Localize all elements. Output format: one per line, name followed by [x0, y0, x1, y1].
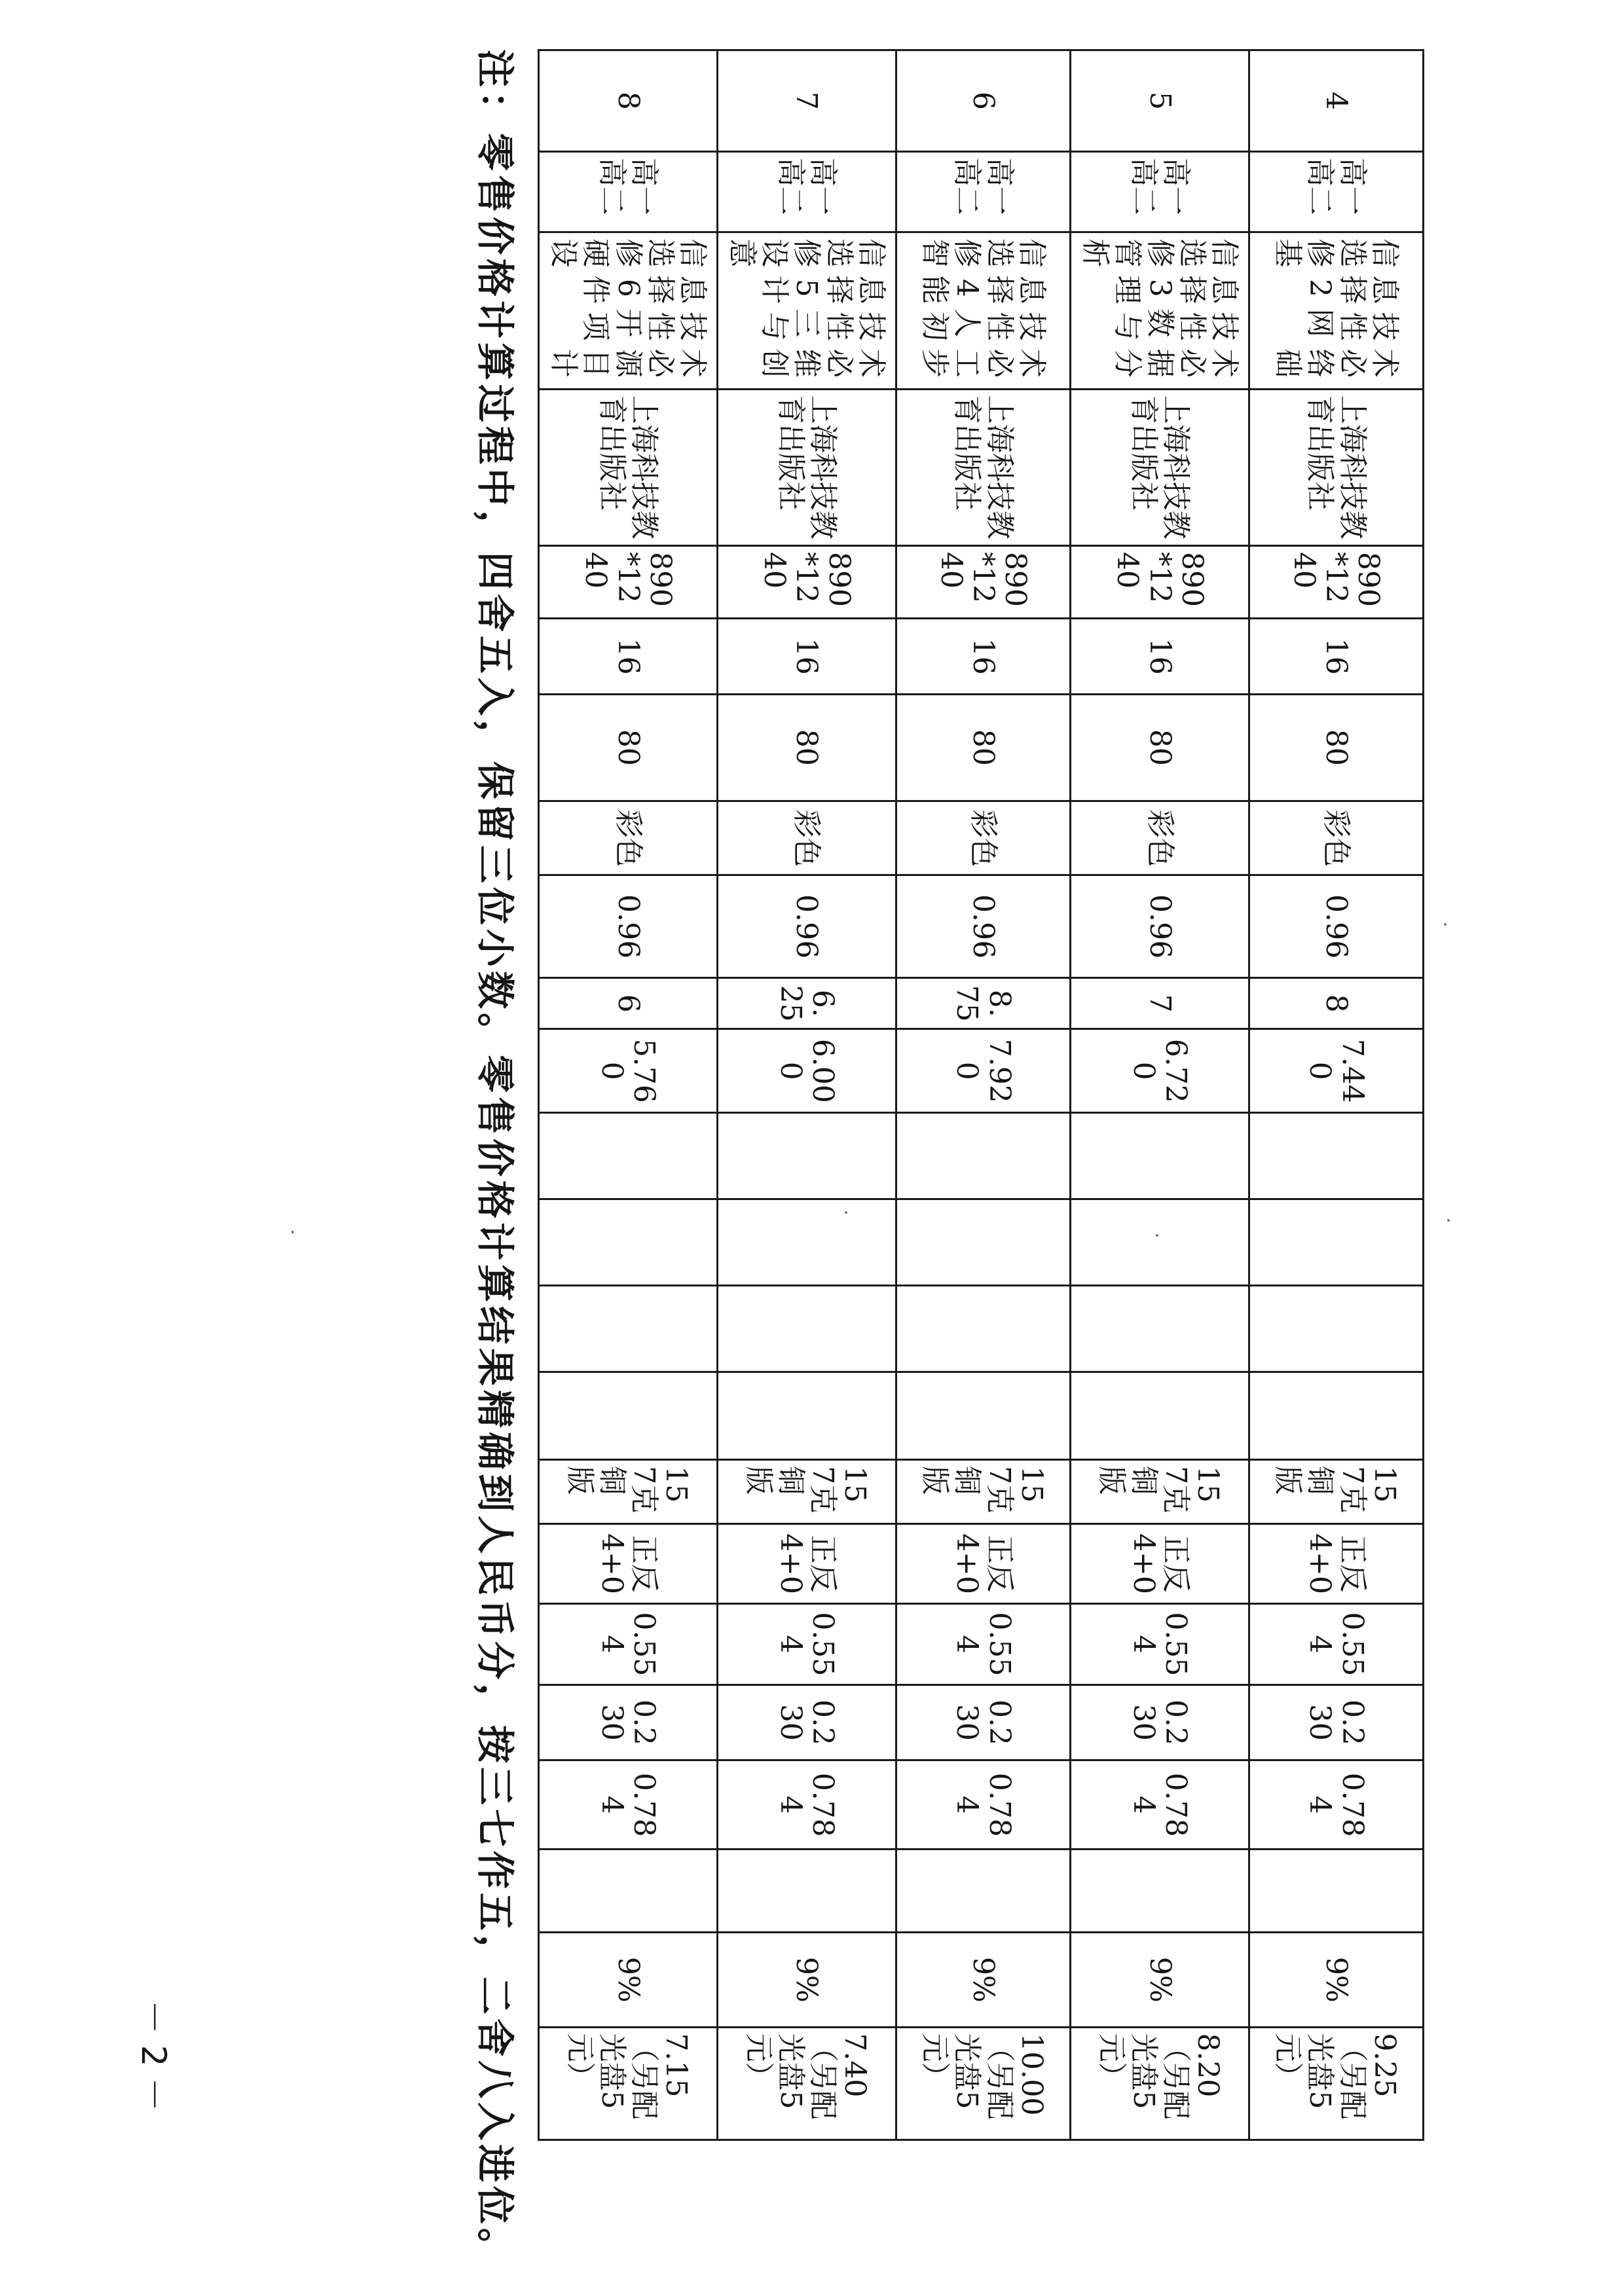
title-cell: 信息技术选择性必修2网络基础	[1249, 232, 1423, 389]
scan-speck	[845, 1211, 847, 1214]
unit-price-cell: 0.96	[896, 875, 1070, 978]
table-row	[1249, 50, 1423, 2140]
binding-cell: 0.230	[717, 1685, 896, 1760]
blank-cell	[717, 1286, 896, 1372]
publisher-cell: 上海科技教育出版社	[1249, 389, 1423, 545]
blank-cell	[896, 1113, 1070, 1199]
binding-cell: 0.230	[539, 1685, 718, 1760]
cover-total-cell: 0.784	[539, 1760, 718, 1850]
format-cell: 890*1240	[717, 545, 896, 618]
title-cell: 信息技术选择性必修6开源硬件项目设计	[539, 232, 718, 389]
table-row	[717, 50, 896, 2140]
binding-cell: 0.230	[1070, 1685, 1249, 1760]
blank-cell	[717, 1199, 896, 1286]
kai-cell: 16	[1070, 619, 1249, 695]
publisher-cell: 上海科技教育出版社	[1070, 389, 1249, 545]
unit-price-cell: 0.96	[717, 875, 896, 978]
seq-cell: 5	[1070, 50, 1249, 152]
color-cell: 彩色	[896, 801, 1070, 875]
blank-cell	[1249, 1199, 1423, 1286]
text-price-cell: 7.920	[896, 1029, 1070, 1113]
pages-cell: 80	[1070, 694, 1249, 801]
cover-print-cell: 正反4+0	[1070, 1524, 1249, 1604]
cover-print-cell: 正反4+0	[717, 1524, 896, 1604]
color-cell: 彩色	[717, 801, 896, 875]
title-cell: 信息技术选择性必修5三维设计与创意	[717, 232, 896, 389]
title-cell: 信息技术选择性必修3数据管理与分析	[1070, 232, 1249, 389]
seq-cell: 4	[1249, 50, 1423, 152]
table-row	[1070, 50, 1249, 2140]
footnote: 注：零售价格计算过程中，四舍五入，保留三位小数。零售价格计算结果精确到人民币分，按三七作五，二舍八入进位。	[473, 49, 517, 2270]
unit-price-cell: 0.96	[1249, 875, 1423, 978]
publisher-cell: 上海科技教育出版社	[539, 389, 718, 545]
blank-cell	[1070, 1850, 1249, 1933]
binding-cell: 0.230	[1249, 1685, 1423, 1760]
seq-cell: 7	[717, 50, 896, 152]
seq-cell: 6	[896, 50, 1070, 152]
grade-cell: 高一高二	[539, 151, 718, 232]
blank-cell	[539, 1286, 718, 1372]
cover-price-cell: 0.554	[539, 1603, 718, 1685]
kai-cell: 16	[717, 619, 896, 695]
table-row	[539, 50, 718, 2140]
cover-price-cell: 0.554	[1070, 1603, 1249, 1685]
color-cell: 彩色	[1070, 801, 1249, 875]
blank-cell	[1249, 1286, 1423, 1372]
retail-price-cell: 7.40（另配光盘5元）	[717, 2027, 896, 2140]
blank-cell	[1249, 1372, 1423, 1460]
rate-cell: 9%	[717, 1933, 896, 2027]
format-cell: 890*1240	[896, 545, 1070, 618]
kai-cell: 16	[1249, 619, 1423, 695]
cover-print-cell: 正反4+0	[539, 1524, 718, 1604]
blank-cell	[1249, 1850, 1423, 1933]
table-body	[539, 50, 1424, 2140]
price-table	[538, 49, 1424, 2141]
cover-price-cell: 0.554	[1249, 1603, 1423, 1685]
blank-cell	[1070, 1372, 1249, 1460]
blank-cell	[717, 1850, 896, 1933]
blank-cell	[896, 1372, 1070, 1460]
page-number: － 2 －	[134, 1999, 174, 2112]
rotated-page-content	[473, 49, 1424, 2270]
scan-speck	[291, 1231, 294, 1233]
color-cell: 彩色	[1249, 801, 1423, 875]
text-price-cell: 6.000	[717, 1029, 896, 1113]
retail-price-cell: 10.00（另配光盘5元）	[896, 2027, 1070, 2140]
cover-paper-cell: 157克铜版	[1070, 1460, 1249, 1524]
unit-price-cell: 0.96	[1070, 875, 1249, 978]
seq-cell: 8	[539, 50, 718, 152]
sheets-cell: 7	[1070, 977, 1249, 1029]
cover-paper-cell: 157克铜版	[896, 1460, 1070, 1524]
retail-price-cell: 8.20（另配光盘5元）	[1070, 2027, 1249, 2140]
cover-print-cell: 正反4+0	[896, 1524, 1070, 1604]
cover-total-cell: 0.784	[1070, 1760, 1249, 1850]
kai-cell: 16	[896, 619, 1070, 695]
blank-cell	[539, 1113, 718, 1199]
scan-speck	[1444, 923, 1447, 926]
blank-cell	[539, 1199, 718, 1286]
cover-price-cell: 0.554	[717, 1603, 896, 1685]
cover-price-cell: 0.554	[896, 1603, 1070, 1685]
blank-cell	[717, 1113, 896, 1199]
format-cell: 890*1240	[1249, 545, 1423, 618]
blank-cell	[1070, 1113, 1249, 1199]
title-cell: 信息技术选择性必修4人工智能初步	[896, 232, 1070, 389]
publisher-cell: 上海科技教育出版社	[896, 389, 1070, 545]
cover-total-cell: 0.784	[896, 1760, 1070, 1850]
rate-cell: 9%	[1070, 1933, 1249, 2027]
blank-cell	[717, 1372, 896, 1460]
blank-cell	[896, 1199, 1070, 1286]
scan-speck	[1156, 1234, 1158, 1237]
grade-cell: 高一高二	[717, 151, 896, 232]
rate-cell: 9%	[896, 1933, 1070, 2027]
cover-total-cell: 0.784	[717, 1760, 896, 1850]
grade-cell: 高一高二	[1249, 151, 1423, 232]
blank-cell	[1249, 1113, 1423, 1199]
blank-cell	[896, 1286, 1070, 1372]
pages-cell: 80	[1249, 694, 1423, 801]
rate-cell: 9%	[539, 1933, 718, 2027]
sheets-cell: 8.75	[896, 977, 1070, 1029]
cover-total-cell: 0.784	[1249, 1760, 1423, 1850]
cover-paper-cell: 157克铜版	[539, 1460, 718, 1524]
unit-price-cell: 0.96	[539, 875, 718, 978]
text-price-cell: 7.440	[1249, 1029, 1423, 1113]
retail-price-cell: 7.15（另配光盘5元）	[539, 2027, 718, 2140]
pages-cell: 80	[896, 694, 1070, 801]
color-cell: 彩色	[539, 801, 718, 875]
sheets-cell: 8	[1249, 977, 1423, 1029]
scan-speck	[1447, 1219, 1450, 1222]
binding-cell: 0.230	[896, 1685, 1070, 1760]
text-price-cell: 5.760	[539, 1029, 718, 1113]
grade-cell: 高一高二	[1070, 151, 1249, 232]
format-cell: 890*1240	[539, 545, 718, 618]
sheets-cell: 6.25	[717, 977, 896, 1029]
format-cell: 890*1240	[1070, 545, 1249, 618]
blank-cell	[1070, 1199, 1249, 1286]
text-price-cell: 6.720	[1070, 1029, 1249, 1113]
blank-cell	[896, 1850, 1070, 1933]
cover-paper-cell: 157克铜版	[1249, 1460, 1423, 1524]
grade-cell: 高一高二	[896, 151, 1070, 232]
cover-paper-cell: 157克铜版	[717, 1460, 896, 1524]
sheets-cell: 6	[539, 977, 718, 1029]
pages-cell: 80	[539, 694, 718, 801]
blank-cell	[539, 1372, 718, 1460]
kai-cell: 16	[539, 619, 718, 695]
blank-cell	[539, 1850, 718, 1933]
rate-cell: 9%	[1249, 1933, 1423, 2027]
retail-price-cell: 9.25（另配光盘5元）	[1249, 2027, 1423, 2140]
cover-print-cell: 正反4+0	[1249, 1524, 1423, 1604]
blank-cell	[1070, 1286, 1249, 1372]
table-row	[896, 50, 1070, 2140]
pages-cell: 80	[717, 694, 896, 801]
publisher-cell: 上海科技教育出版社	[717, 389, 896, 545]
